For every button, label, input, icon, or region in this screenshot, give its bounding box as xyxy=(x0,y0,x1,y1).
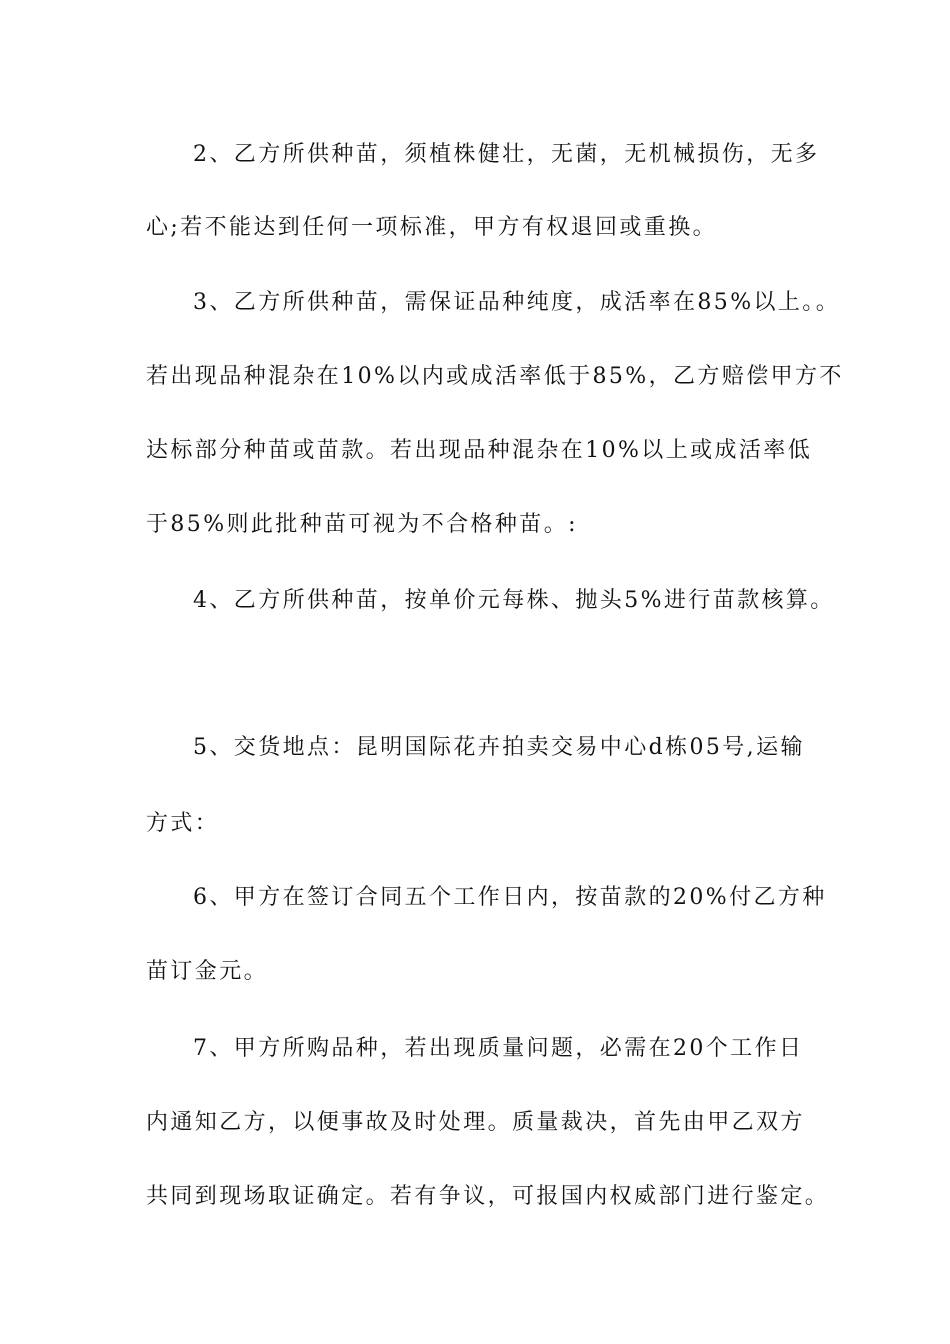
paragraph-3-line-2: 若出现品种混杂在10%以内或成活率低于85%，乙方赔偿甲方不 xyxy=(146,364,844,389)
paragraph-4-line-1: 4、乙方所供种苗，按单价元每株、抛头5%进行苗款核算。 xyxy=(193,588,835,613)
paragraph-7-line-3: 共同到现场取证确定。若有争议，可报国内权威部门进行鉴定。 xyxy=(146,1184,830,1209)
paragraph-6-line-1: 6、甲方在签订合同五个工作日内，按苗款的20%付乙方种 xyxy=(193,885,827,910)
paragraph-2-line-1: 2、乙方所供种苗，须植株健壮，无菌，无机械损伤，无多 xyxy=(193,142,820,167)
paragraph-6-line-2: 苗订金元。 xyxy=(146,959,269,984)
paragraph-3-line-3: 达标部分种苗或苗款。若出现品种混杂在10%以上或成活率低 xyxy=(146,438,813,463)
paragraph-7-line-1: 7、甲方所购品种，若出现质量问题，必需在20个工作日 xyxy=(193,1036,804,1061)
paragraph-5-line-1: 5、交货地点：昆明国际花卉拍卖交易中心d栋05号,运输 xyxy=(193,735,805,760)
paragraph-3-line-1: 3、乙方所供种苗，需保证品种纯度，成活率在85%以上。。 xyxy=(193,290,841,315)
paragraph-3-line-4: 于85%则此批种苗可视为不合格种苗。: xyxy=(146,512,578,537)
paragraph-2-line-2: 心;若不能达到任何一项标准，甲方有权退回或重换。 xyxy=(146,215,718,240)
paragraph-7-line-2: 内通知乙方，以便事故及时处理。质量裁决，首先由甲乙双方 xyxy=(146,1110,805,1135)
paragraph-5-line-2: 方式： xyxy=(146,811,220,836)
